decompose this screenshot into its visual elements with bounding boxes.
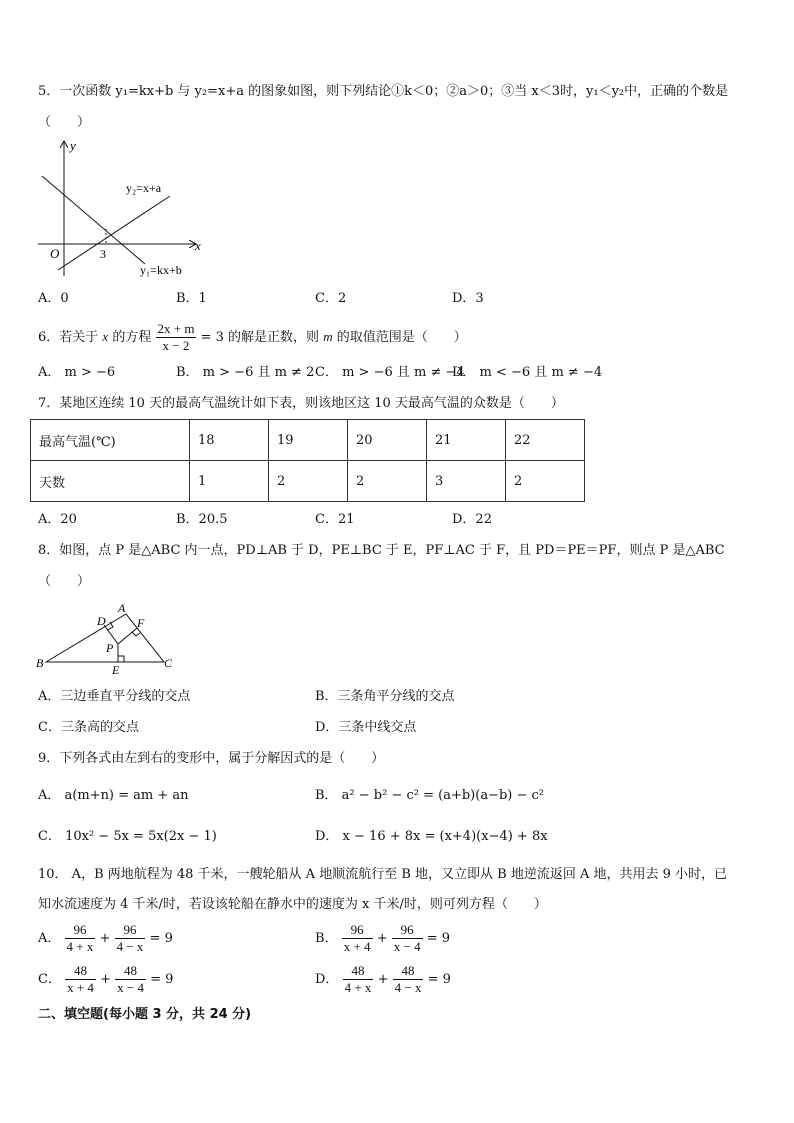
plus-sign: +	[99, 931, 111, 946]
q6-option-c: C． m > −6 且 m ≠ −4	[315, 365, 465, 380]
q8-right-angle-d	[108, 622, 113, 630]
q10-d-frac2	[393, 963, 424, 996]
q10-stem-line2: 知水流速度为 4 千米/时，若设该轮船在静水中的速度为 x 千米/时，则可列方程（ ）	[38, 897, 547, 912]
q5-option-c: C．2	[315, 291, 347, 306]
q6-fraction	[156, 321, 197, 354]
q7-temperature-table	[30, 419, 585, 502]
q5-line1-label: y₁=kx+b	[140, 263, 182, 277]
q8-option-a: A．三边垂直平分线的交点	[38, 689, 191, 704]
q10-b-frac1	[342, 922, 373, 955]
q5-line-y2	[58, 196, 170, 270]
q8-label-d: D	[97, 614, 106, 628]
q5-paren: （ ）	[38, 115, 91, 130]
q10-option-d	[315, 962, 451, 998]
table-cell: 2	[348, 461, 427, 502]
q5-stem-text: 一次函数 y₁=kx+b 与 y₂=x+a 的图象如图，则下列结论①k＜0；②a＞0；③当 x＜3时，y₁＜y₂中，正确的个数是	[59, 84, 729, 99]
q8-option-d: D．三条中线交点	[315, 720, 417, 735]
table-row	[31, 420, 585, 461]
q8-label-f: F	[137, 616, 145, 630]
q6-var-x: x	[102, 329, 109, 344]
q6-option-b: B． m > −6 且 m ≠ 2	[176, 365, 315, 380]
frac-denominator: 4 + x	[66, 939, 94, 954]
q6-tail2: 的取值范围是（ ）	[336, 330, 467, 345]
q8-pf	[118, 628, 137, 644]
q5-graph	[30, 136, 210, 282]
table-cell: 22	[506, 420, 585, 461]
q5-line2-label: y₂=x+a	[126, 181, 162, 195]
q10-b-label: B．	[315, 931, 338, 946]
q5-option-b: B．1	[176, 291, 207, 306]
frac-numerator: 96	[115, 922, 146, 939]
frac-denominator: 4 + x	[344, 980, 372, 995]
table-cell: 2	[506, 461, 585, 502]
q8-right-angle-f	[132, 632, 140, 636]
q8-label-e: E	[112, 663, 120, 676]
q9-option-d: D． x − 16 + 8x = (x+4)(x−4) + 8x	[315, 829, 548, 844]
q7-option-c: C．21	[315, 512, 355, 527]
q5-option-a: A．0	[38, 291, 69, 306]
q9-option-c: C． 10x² − 5x = 5x(2x − 1)	[38, 829, 217, 844]
q5-origin-label: O	[50, 246, 60, 261]
q10-a-frac1	[65, 922, 96, 955]
plus-sign: +	[376, 931, 388, 946]
q8-label-p: P	[106, 641, 114, 655]
q9-option-a: A． a(m+n) = am + an	[38, 788, 189, 803]
q7-option-b: B．20.5	[176, 512, 228, 527]
q6-denominator: x − 2	[162, 338, 190, 353]
q8-label-c: C	[164, 656, 173, 670]
q6-var-m: m	[323, 329, 333, 344]
q10-option-a	[38, 921, 173, 957]
q6-tail1: 的解是正数，则	[228, 330, 320, 345]
frac-denominator: x − 4	[393, 939, 421, 954]
frac-numerator: 96	[65, 922, 96, 939]
q10-b-rhs: = 9	[426, 931, 451, 946]
q8-triangle-figure	[30, 600, 190, 676]
q6-option-d: D． m < −6 且 m ≠ −4	[452, 365, 603, 380]
frac-numerator: 48	[343, 963, 374, 980]
q10-a-rhs: = 9	[149, 931, 173, 946]
q10-b-frac2	[392, 922, 423, 955]
frac-numerator: 48	[65, 963, 96, 980]
table-cell: 18	[190, 420, 269, 461]
frac-numerator: 48	[115, 963, 146, 980]
frac-denominator: x − 4	[117, 980, 144, 995]
q9-stem: 9．下列各式由左到右的变形中，属于分解因式的是（ ）	[38, 751, 385, 766]
q5-y-label: y	[70, 138, 76, 153]
q7-option-a: A．20	[38, 512, 77, 527]
q10-stem-line1: 10． A，B 两地航程为 48 千米，一艘轮船从 A 地顺流航行至 B 地，又立即从 B 地逆流返回 A 地，共用去 9 小时，已	[38, 867, 728, 882]
section-2-heading: 二、填空题(每小题 3 分，共 24 分)	[38, 1007, 252, 1022]
table-cell: 3	[427, 461, 506, 502]
q10-d-rhs: = 9	[427, 972, 451, 987]
q10-option-c	[38, 962, 173, 998]
frac-numerator: 96	[342, 922, 373, 939]
q10-a-label: A．	[38, 931, 61, 946]
frac-denominator: 4 − x	[116, 939, 144, 954]
q5-number: 5．	[38, 84, 60, 99]
q8-paren: （ ）	[38, 574, 91, 589]
q6-mid-text: 的方程	[112, 330, 152, 345]
table-cell: 1	[190, 461, 269, 502]
frac-denominator: x + 4	[343, 939, 371, 954]
q6-numerator: 2x + m	[157, 321, 195, 336]
q8-option-b: B．三条角平分线的交点	[315, 689, 455, 704]
q5-tick-label: 3	[100, 247, 106, 261]
q10-c-label: C．	[38, 972, 61, 987]
q5-stem	[38, 83, 728, 101]
table-cell: 2	[269, 461, 348, 502]
q9-option-b: B． a² − b² − c² = (a+b)(a−b) − c²	[315, 788, 545, 803]
table-cell: 天数	[31, 461, 190, 502]
q10-c-frac2	[115, 963, 146, 996]
table-row	[31, 461, 585, 502]
q10-c-frac1	[65, 963, 96, 996]
table-cell: 最高气温(℃)	[31, 420, 190, 461]
q6-number: 6．若关于	[38, 330, 99, 345]
q10-d-frac1	[343, 963, 374, 996]
frac-denominator: 4 − x	[394, 980, 422, 995]
q5-option-d: D．3	[452, 291, 484, 306]
q8-label-b: B	[36, 656, 44, 670]
q6-equals: = 3	[200, 330, 224, 345]
q8-label-a: A	[118, 601, 126, 615]
q10-option-b	[315, 921, 450, 957]
q5-x-label: x	[195, 238, 201, 253]
q7-option-d: D．22	[452, 512, 492, 527]
q8-right-angle-e	[118, 656, 124, 662]
q10-a-frac2	[115, 922, 146, 955]
plus-sign: +	[100, 972, 111, 987]
q6-option-a: A． m > −6	[38, 365, 116, 380]
q10-d-label: D．	[315, 972, 339, 987]
q6-stem	[38, 318, 467, 357]
table-cell: 21	[427, 420, 506, 461]
table-cell: 20	[348, 420, 427, 461]
q10-c-rhs: = 9	[150, 972, 174, 987]
q8-option-c: C．三条高的交点	[38, 720, 139, 735]
q7-stem: 7．某地区连续 10 天的最高气温统计如下表，则该地区这 10 天最高气温的众数是（ ）	[38, 396, 564, 411]
table-cell: 19	[269, 420, 348, 461]
frac-numerator: 48	[393, 963, 424, 980]
frac-denominator: x + 4	[67, 980, 94, 995]
plus-sign: +	[377, 972, 389, 987]
q8-stem: 8．如图，点 P 是△ABC 内一点，PD⊥AB 于 D，PE⊥BC 于 E，PF⊥AC 于 F，且 PD＝PE＝PF，则点 P 是△ABC	[38, 543, 725, 558]
frac-numerator: 96	[392, 922, 423, 939]
